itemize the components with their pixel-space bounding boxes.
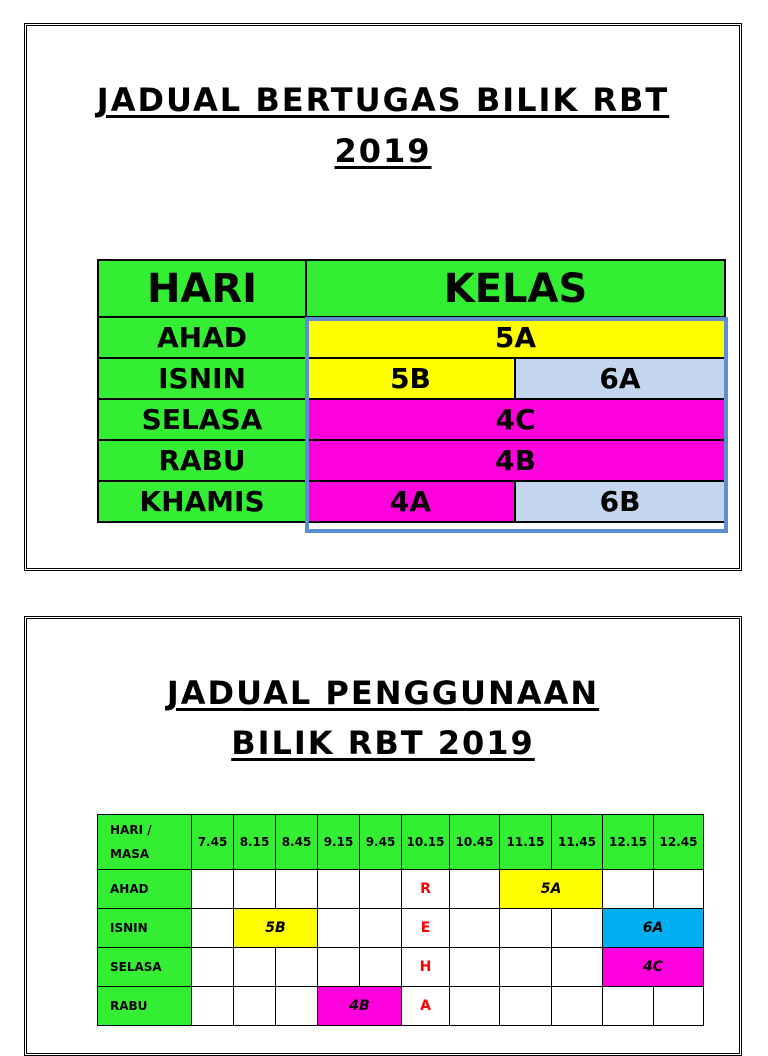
booked-slot: 4B bbox=[318, 987, 402, 1026]
day-cell: RABU bbox=[98, 440, 306, 481]
header-day: HARI bbox=[98, 260, 306, 317]
table-row bbox=[98, 317, 725, 358]
rest-letter: E bbox=[402, 909, 450, 948]
table-row bbox=[98, 358, 725, 399]
time-slot-header: 11.45 bbox=[552, 815, 603, 870]
rest-letter: A bbox=[402, 987, 450, 1026]
time-slot-header: 7.45 bbox=[192, 815, 234, 870]
time-slot-header: 8.45 bbox=[276, 815, 318, 870]
empty-slot bbox=[603, 870, 654, 909]
class-cell: 6A bbox=[515, 358, 725, 399]
empty-slot bbox=[552, 948, 603, 987]
empty-slot bbox=[192, 987, 234, 1026]
header-day-time: HARI / MASA bbox=[98, 815, 192, 870]
time-slot-header: 11.15 bbox=[500, 815, 552, 870]
time-slot-header: 9.15 bbox=[318, 815, 360, 870]
empty-slot bbox=[318, 909, 360, 948]
day-cell: SELASA bbox=[98, 948, 192, 987]
empty-slot bbox=[450, 987, 500, 1026]
empty-slot bbox=[654, 870, 704, 909]
table-row bbox=[98, 948, 704, 987]
duty-table-header-row bbox=[98, 260, 725, 317]
empty-slot bbox=[654, 987, 704, 1026]
booked-slot: 5A bbox=[500, 870, 603, 909]
day-cell: ISNIN bbox=[98, 909, 192, 948]
class-cell: 4B bbox=[306, 440, 725, 481]
empty-slot bbox=[276, 870, 318, 909]
empty-slot bbox=[192, 948, 234, 987]
time-slot-header: 10.45 bbox=[450, 815, 500, 870]
usage-schedule-table bbox=[97, 814, 704, 1026]
day-cell: AHAD bbox=[98, 870, 192, 909]
empty-slot bbox=[234, 987, 276, 1026]
empty-slot bbox=[234, 948, 276, 987]
empty-slot bbox=[603, 987, 654, 1026]
time-slot-header: 8.15 bbox=[234, 815, 276, 870]
duty-schedule-table bbox=[97, 259, 726, 523]
usage-table-header-row bbox=[98, 815, 704, 870]
booked-slot: 5B bbox=[234, 909, 318, 948]
empty-slot bbox=[500, 987, 552, 1026]
table-row bbox=[98, 987, 704, 1026]
empty-slot bbox=[318, 870, 360, 909]
class-cell: 5B bbox=[306, 358, 515, 399]
empty-slot bbox=[276, 987, 318, 1026]
duty-schedule-title-line2: 2019 bbox=[334, 132, 432, 170]
table-row bbox=[98, 909, 704, 948]
empty-slot bbox=[360, 909, 402, 948]
table-row bbox=[98, 399, 725, 440]
empty-slot bbox=[360, 948, 402, 987]
day-cell: KHAMIS bbox=[98, 481, 306, 522]
usage-schedule-poster bbox=[24, 616, 742, 1056]
rest-letter: R bbox=[402, 870, 450, 909]
duty-schedule-poster bbox=[24, 23, 742, 571]
class-cell: 4A bbox=[306, 481, 515, 522]
table-row bbox=[98, 440, 725, 481]
header-class: KELAS bbox=[306, 260, 725, 317]
empty-slot bbox=[500, 909, 552, 948]
booked-slot: 4C bbox=[603, 948, 704, 987]
table-row bbox=[98, 481, 725, 522]
empty-slot bbox=[450, 870, 500, 909]
empty-slot bbox=[192, 870, 234, 909]
time-slot-header: 10.15 bbox=[402, 815, 450, 870]
empty-slot bbox=[234, 870, 276, 909]
time-slot-header: 12.45 bbox=[654, 815, 704, 870]
empty-slot bbox=[500, 948, 552, 987]
day-cell: SELASA bbox=[98, 399, 306, 440]
class-cell: 4C bbox=[306, 399, 725, 440]
day-cell: RABU bbox=[98, 987, 192, 1026]
class-cell: 6B bbox=[515, 481, 725, 522]
empty-slot bbox=[450, 909, 500, 948]
duty-schedule-title-line1: JADUAL BERTUGAS BILIK RBT bbox=[96, 81, 670, 119]
empty-slot bbox=[276, 948, 318, 987]
booked-slot: 6A bbox=[603, 909, 704, 948]
empty-slot bbox=[318, 948, 360, 987]
empty-slot bbox=[552, 987, 603, 1026]
usage-schedule-title-line2: BILIK RBT 2019 bbox=[231, 724, 535, 762]
time-slot-header: 12.15 bbox=[603, 815, 654, 870]
empty-slot bbox=[552, 909, 603, 948]
time-slot-header: 9.45 bbox=[360, 815, 402, 870]
empty-slot bbox=[192, 909, 234, 948]
day-cell: AHAD bbox=[98, 317, 306, 358]
day-cell: ISNIN bbox=[98, 358, 306, 399]
class-cell: 5A bbox=[306, 317, 725, 358]
empty-slot bbox=[360, 870, 402, 909]
usage-schedule-title-line1: JADUAL PENGGUNAAN bbox=[166, 674, 600, 712]
rest-letter: H bbox=[402, 948, 450, 987]
table-row bbox=[98, 870, 704, 909]
empty-slot bbox=[450, 948, 500, 987]
